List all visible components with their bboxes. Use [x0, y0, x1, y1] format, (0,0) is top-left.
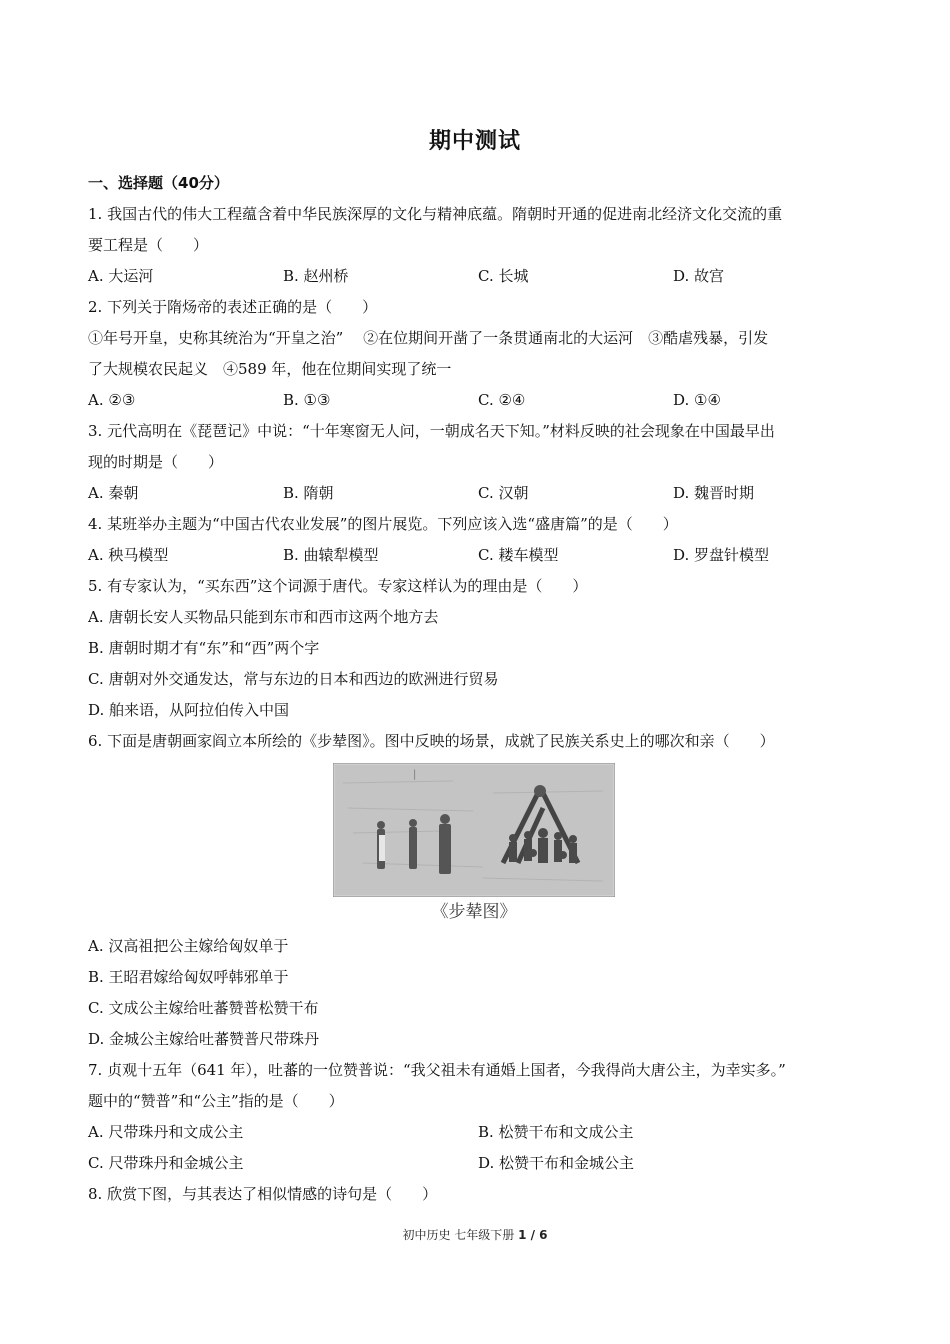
question-stem: 1. 我国古代的伟大工程蕴含着中华民族深厚的文化与精神底蕴。隋朝时开通的促进南北经济文化交流的重: [88, 205, 783, 223]
svg-text:|: |: [413, 769, 417, 780]
option-row: [88, 540, 868, 571]
option-a[interactable]: A. 大运河: [88, 267, 154, 285]
option-row: [88, 1117, 868, 1148]
option-a[interactable]: A. 尺带珠丹和文成公主: [88, 1123, 244, 1141]
option-c[interactable]: C. ②④: [478, 391, 526, 409]
option-d[interactable]: D. 魏晋时期: [673, 484, 755, 502]
question-stem: 5. 有专家认为，“买东西”这个词源于唐代。专家这样认为的理由是（ ）: [88, 577, 588, 595]
question-stem: 3. 元代高明在《琵琶记》中说：“十年寒窗无人问，一朝成名天下知。”材料反映的社会现象在中国最早出: [88, 422, 775, 440]
option-d[interactable]: D. 舶来语，从阿拉伯传入中国: [88, 701, 290, 719]
option-d[interactable]: D. ①④: [673, 391, 721, 409]
question-6: [88, 726, 868, 1055]
option-b[interactable]: B. 隋朝: [283, 484, 334, 502]
question-5: [88, 571, 868, 726]
option-a[interactable]: A. 汉高祖把公主嫁给匈奴单于: [88, 937, 289, 955]
question-list: [88, 168, 868, 1210]
question-stem: 题中的“赞普”和“公主”指的是（ ）: [88, 1092, 344, 1110]
option-c[interactable]: C. 唐朝对外交通发达，常与东边的日本和西边的欧洲进行贸易: [88, 670, 499, 688]
question-stem: 4. 某班举办主题为“中国古代农业发展”的图片展览。下列应该入选“盛唐篇”的是（ ）: [88, 515, 678, 533]
option-b[interactable]: B. 赵州桥: [283, 267, 349, 285]
option-c[interactable]: C. 长城: [478, 267, 529, 285]
question-stem: 2. 下列关于隋炀帝的表述正确的是（ ）: [88, 298, 378, 316]
footer-text: 初中历史 七年级下册: [402, 1228, 519, 1242]
option-c[interactable]: C. 汉朝: [478, 484, 529, 502]
question-stem: 8. 欣赏下图，与其表达了相似情感的诗句是（ ）: [88, 1185, 438, 1203]
option-a[interactable]: A. 唐朝长安人买物品只能到东市和西市这两个地方去: [88, 608, 439, 626]
option-b[interactable]: B. ①③: [283, 391, 331, 409]
question-stem: ①年号开皇，史称其统治为“开皇之治” ②在位期间开凿了一条贯通南北的大运河 ③酷虐残暴，引发: [88, 329, 769, 347]
option-row: [88, 1148, 868, 1179]
option-d[interactable]: D. 松赞干布和金城公主: [478, 1154, 635, 1172]
option-b[interactable]: B. 唐朝时期才有“东”和“西”两个字: [88, 639, 320, 657]
page-number: 1 / 6: [518, 1228, 548, 1242]
option-row: [88, 261, 868, 292]
question-3: [88, 416, 868, 509]
option-d[interactable]: D. 故宫: [673, 267, 725, 285]
option-c[interactable]: C. 文成公主嫁给吐蕃赞普松赞干布: [88, 999, 319, 1017]
question-stem: 7. 贞观十五年（641 年），吐蕃的一位赞普说：“我父祖未有通婚上国者，今我得尚大唐公主，为幸实多。”: [88, 1061, 786, 1079]
section-heading: 一、选择题（40分）: [88, 174, 229, 192]
page-title: 期中测试: [428, 129, 521, 154]
question-stem: 要工程是（ ）: [88, 236, 209, 254]
question-stem: 6. 下面是唐朝画家阎立本所绘的《步辇图》。图中反映的场景，成就了民族关系史上的哪次和亲（ ）: [88, 732, 775, 750]
option-a[interactable]: A. ②③: [88, 391, 136, 409]
page-footer: [0, 1226, 950, 1243]
option-row: [88, 385, 868, 416]
question-2: [88, 292, 868, 416]
question-4: [88, 509, 868, 571]
question-8: [88, 1179, 868, 1210]
option-d[interactable]: D. 金城公主嫁给吐蕃赞普尺带珠丹: [88, 1030, 320, 1048]
question-stem: 现的时期是（ ）: [88, 453, 224, 471]
option-a[interactable]: A. 秦朝: [88, 484, 139, 502]
option-c[interactable]: C. 尺带珠丹和金城公主: [88, 1154, 244, 1172]
option-c[interactable]: C. 耧车模型: [478, 546, 559, 564]
option-b[interactable]: B. 王昭君嫁给匈奴呼韩邪单于: [88, 968, 289, 986]
question-7: [88, 1055, 868, 1179]
bunian-painting-image: [333, 763, 615, 897]
option-b[interactable]: B. 松赞干布和文成公主: [478, 1123, 634, 1141]
option-d[interactable]: D. 罗盘针模型: [673, 546, 770, 564]
question-1: [88, 199, 868, 292]
option-row: [88, 478, 868, 509]
figure-caption: 《步辇图》: [431, 902, 517, 922]
painting-figure: [333, 763, 615, 927]
option-b[interactable]: B. 曲辕犁模型: [283, 546, 379, 564]
question-stem: 了大规模农民起义 ④589 年，他在位期间实现了统一: [88, 360, 452, 378]
option-a[interactable]: A. 秧马模型: [88, 546, 169, 564]
